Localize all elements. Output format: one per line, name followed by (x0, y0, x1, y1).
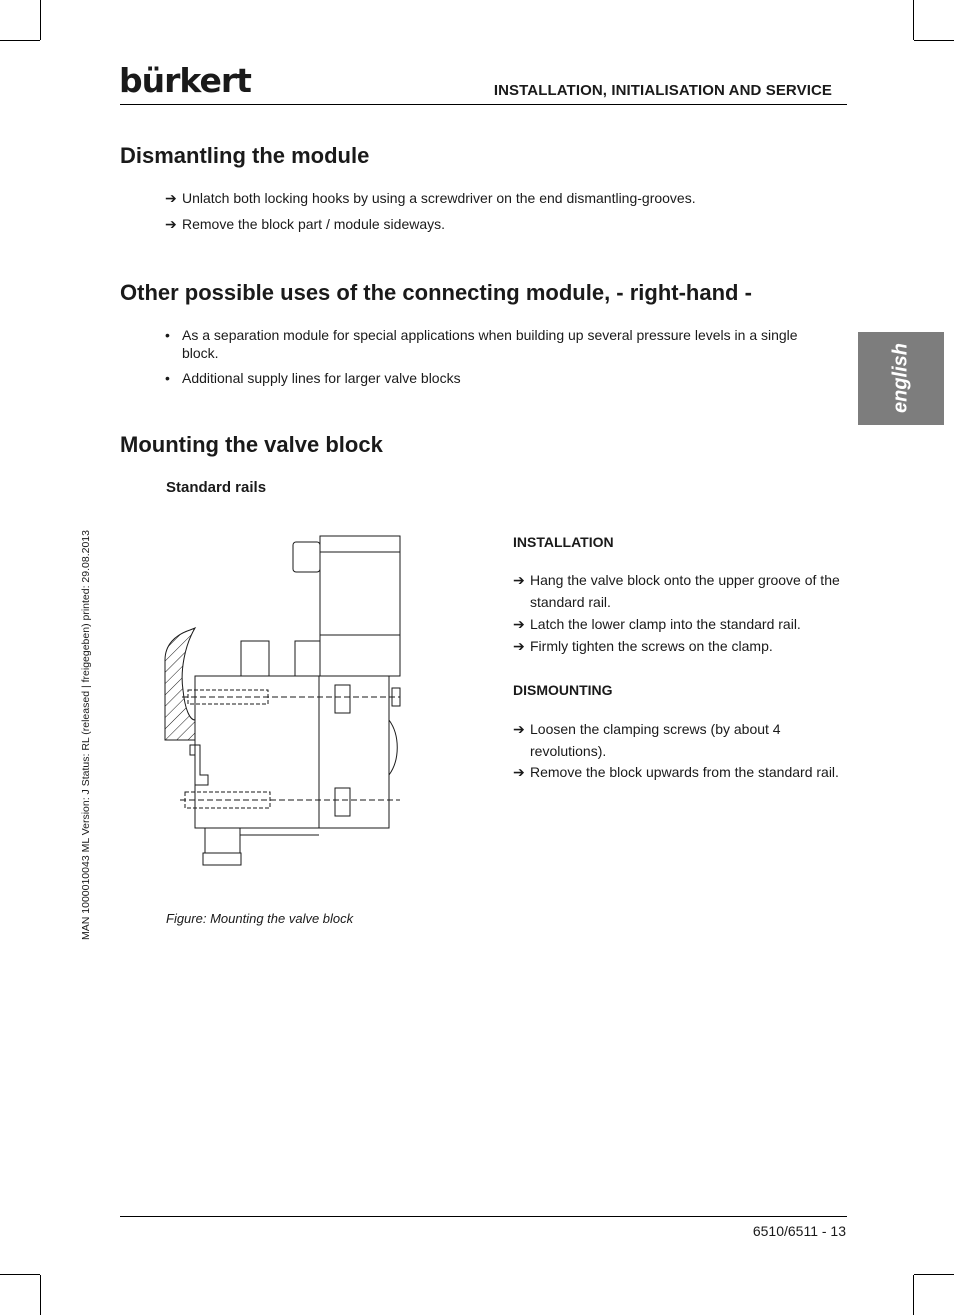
crop-mark (40, 1275, 41, 1315)
dismounting-step (513, 718, 843, 762)
screw-head (335, 685, 350, 713)
module-curve (389, 720, 397, 775)
arrow-icon: ➔ (513, 638, 525, 654)
module-body (319, 676, 389, 828)
page-number: 6510/6511 - 13 (752, 1223, 846, 1239)
bullet-text: Additional supply lines for larger valve blocks (182, 370, 461, 386)
mounting-rail-section (165, 628, 195, 740)
language-tab-label: english (889, 342, 912, 414)
dismantling-step (165, 189, 835, 207)
brand-logo: bürkert (119, 61, 251, 100)
subheading-standard-rails: Standard rails (166, 479, 267, 496)
step-text: Unlatch both locking hooks by using a screwdriver on the end dismantling-grooves. (182, 190, 696, 206)
valve-stem (241, 641, 269, 676)
arrow-icon: ➔ (513, 764, 525, 780)
dismantling-step (165, 215, 835, 233)
crop-mark (913, 1275, 914, 1315)
crop-mark (914, 1274, 954, 1275)
rail-clamp (190, 745, 208, 785)
arrow-icon: ➔ (513, 721, 525, 737)
arrow-icon: ➔ (165, 216, 177, 232)
valve-block-body (195, 676, 319, 828)
step-text: Hang the valve block onto the upper groove of the standard rail. (530, 572, 840, 610)
base-nut (203, 853, 241, 865)
header-divider (120, 104, 847, 105)
bullet-icon: • (165, 327, 170, 343)
arrow-icon: ➔ (165, 190, 177, 206)
dismounting-heading: DISMOUNTING (513, 682, 613, 698)
heading-mounting: Mounting the valve block (120, 432, 383, 457)
document-metadata: MAN 1000010043 ML Version: J Status: RL (released | freigegeben) printed: 29.08.2013 (80, 530, 92, 940)
arrow-icon: ➔ (513, 616, 525, 632)
valve-block-mounting-figure (160, 530, 410, 870)
crop-mark (40, 0, 41, 40)
installation-step (513, 613, 843, 635)
coil-housing (320, 536, 400, 676)
bullet-item (165, 369, 835, 387)
step-text: Firmly tighten the screws on the clamp. (530, 638, 773, 654)
screw-head (335, 788, 350, 816)
language-tab (858, 332, 944, 425)
installation-step (513, 635, 843, 657)
arrow-icon: ➔ (513, 572, 525, 588)
step-text: Remove the block part / module sideways. (182, 216, 446, 232)
step-text: Remove the block upwards from the standard rail. (530, 764, 839, 780)
installation-heading: INSTALLATION (513, 534, 614, 550)
step-text: Latch the lower clamp into the standard rail. (530, 616, 801, 632)
installation-step (513, 569, 843, 613)
heading-dismantling: Dismantling the module (120, 143, 370, 168)
bullet-text: As a separation module for special applications when building up several pressure levels in a single block. (182, 327, 798, 361)
header-section-title: INSTALLATION, INITIALISATION AND SERVICE (493, 82, 832, 99)
crop-mark (0, 40, 40, 41)
bullet-item (165, 326, 835, 362)
valve-stem (295, 641, 320, 676)
footer-divider (120, 1216, 847, 1217)
bullet-icon: • (165, 370, 170, 386)
base-foot (205, 828, 240, 853)
figure-caption: Figure: Mounting the valve block (166, 911, 354, 926)
crop-mark (914, 40, 954, 41)
dismounting-step (513, 761, 843, 783)
step-text: Loosen the clamping screws (by about 4 revolutions). (530, 721, 781, 759)
connector-plug (293, 542, 320, 572)
crop-mark (913, 0, 914, 40)
heading-other-uses: Other possible uses of the connecting module, - right-hand - (120, 280, 752, 305)
crop-mark (0, 1274, 40, 1275)
